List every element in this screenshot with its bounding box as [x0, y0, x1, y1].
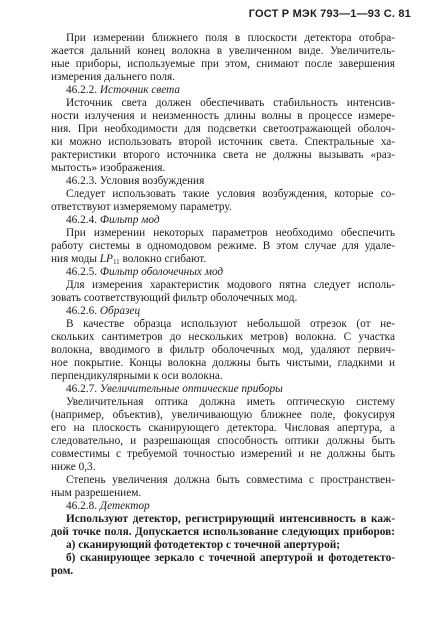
text-line: волокна, вводимого в фильтр оболочечных мод, удаляют первич-	[51, 344, 395, 356]
text-line: Степень увеличения должна быть совместима с пространствен-	[66, 474, 395, 486]
list-item: а) сканирующий фотодетектор с точечной апертурой;	[66, 539, 341, 551]
text-line: его на плоскость сканирующего детектора. Числовая апертура, а	[51, 422, 395, 434]
text-line: (например, объектив), увеличивающую ближнее поле, фокусируя	[51, 409, 395, 421]
section-heading-46-2-5	[66, 266, 395, 279]
text-line: ные приборы, используемые при этом, снимают после завершения	[51, 58, 395, 70]
section-number: 46.2.6.	[66, 305, 100, 317]
text-line: дой точке поля. Допускается использование следующих приборов:	[51, 526, 395, 538]
section-heading-46-2-7	[66, 383, 395, 396]
section-title: Фильтр оболочечных мод	[99, 266, 224, 278]
text-line: ное покрытие. Концы волокна должны быть чистыми, гладкими и	[51, 357, 395, 369]
section-title: Источник света	[99, 84, 181, 96]
text-line: В качестве образца используют небольшой отрезок (от не-	[66, 318, 395, 330]
text-line: Увеличительная оптика должна иметь оптическую систему	[66, 396, 395, 408]
text-line: совместимы с требуемой точностью измерений и не должны быть	[51, 448, 395, 460]
text-line: следовательно, и разрешающая способность оптики должны быть	[51, 435, 395, 447]
text-line: Следует использовать такие условия возбуждения, которые со-	[66, 188, 395, 200]
text-line: перпендикулярными к оси волокна.	[51, 370, 223, 382]
text-fragment: ния моды	[51, 253, 100, 265]
text-line: ния. При необходимости для подсветки светоотражающей оболоч-	[51, 123, 395, 135]
section-heading-46-2-6	[66, 305, 395, 318]
text-line: Источник света должен обеспечивать стабильность интенсив-	[66, 97, 395, 109]
section-heading-46-2-2	[66, 84, 395, 97]
text-line: ным разрешением.	[51, 487, 142, 499]
text-line: При измерении некоторых параметров необходимо обеспечить	[66, 227, 395, 239]
section-title: Фильтр мод	[99, 214, 160, 226]
text-line: измерения дальнего поля.	[51, 71, 176, 83]
section-title: Увеличительные оптические приборы	[99, 383, 283, 395]
section-title: Образец	[99, 305, 141, 317]
text-line: работу системы в одномодовом режиме. В этом случае для удале-	[51, 240, 395, 252]
text-line: ки можно использовать второй источник света. Спектральные ха-	[51, 136, 395, 148]
section-number: 46.2.8.	[66, 500, 100, 512]
text-line: ответствуют измеряемому параметру.	[51, 201, 232, 213]
section-heading-46-2-8	[66, 500, 395, 513]
text-line: ром.	[51, 565, 74, 577]
text-line: мытость» изображения.	[51, 162, 166, 174]
text-line: зовать соответствующий фильтр оболочечных мод.	[51, 292, 298, 304]
text-line: Используют детектор, регистрирующий интенсивность в каж-	[66, 513, 395, 525]
section-number: 46.2.5.	[66, 266, 100, 278]
section-number: 46.2.7.	[66, 383, 100, 395]
text-line: скольких сантиметров до нескольких метров) волокна. С участка	[51, 331, 395, 343]
section-heading-46-2-3: 46.2.3. Условия возбуждения	[66, 175, 205, 187]
text-line: ности излучения и неизменность длины волны в процессе измере-	[51, 110, 395, 122]
mode-subscript: 11	[112, 258, 120, 266]
text-line: При измерении ближнего поля в плоскости детектора отобра-	[66, 32, 395, 44]
page-header: ГОСТ Р МЭК 793—1—93 С. 81	[248, 8, 411, 20]
text-line: ниже 0,3.	[51, 461, 96, 473]
text-line: жается дальний конец волокна в увеличенном виде. Увеличитель-	[51, 45, 395, 57]
text-fragment: волокно сгибают.	[119, 253, 207, 265]
section-number: 46.2.4.	[66, 214, 100, 226]
text-line: Для измерения характеристик модового пятна следует исполь-	[66, 279, 395, 291]
section-heading-46-2-4	[66, 214, 395, 227]
list-item: б) сканирующее зеркало с точечной апертурой и фотодетекто-	[66, 552, 395, 564]
section-title: Детектор	[99, 500, 150, 512]
text-line: рактеристики второго источника света не должны вызывать «раз-	[51, 149, 395, 161]
mode-symbol: LP	[99, 253, 113, 265]
section-number: 46.2.2.	[66, 84, 100, 96]
